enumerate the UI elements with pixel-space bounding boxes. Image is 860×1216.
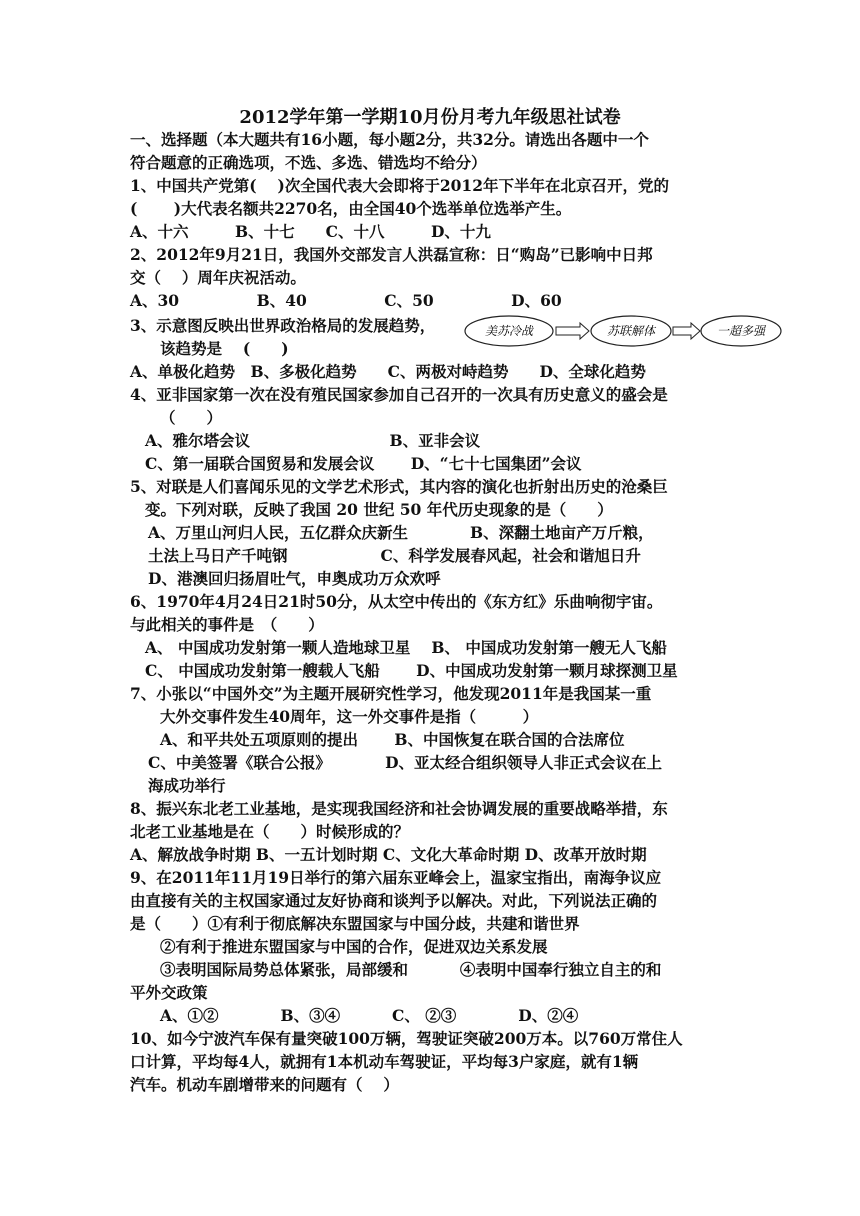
- q1-stem-2: ( )大代表名额共2270名，由全国40个选举单位选举产生。: [130, 199, 572, 218]
- q3-stem-1: 3、示意图反映出世界政治格局的发展趋势，: [130, 316, 436, 335]
- q7-stem-2: 大外交事件发生40周年，这一外交事件是指（ ）: [160, 707, 539, 726]
- q5-stem-1: 5、对联是人们喜闻乐见的文学艺术形式，其内容的演化也折射出历史的沧桑巨: [130, 477, 668, 496]
- q4-stem-2: （ ）: [160, 408, 223, 427]
- exam-title: 2012学年第一学期10月份月考九年级思社试卷: [239, 107, 621, 128]
- q9-stem-5: ③表明国际局势总体紧张，局部缓和 ④表明中国奉行独立自主的和: [160, 960, 662, 979]
- q9-stem-1: 9、在2011年11月19日举行的第六届东亚峰会上，温家宝指出，南海争议应: [130, 868, 662, 887]
- q9-stem-4: ②有利于推进东盟国家与中国的合作，促进双边关系发展: [160, 937, 548, 956]
- diagram-node-3-label: 一超多强: [716, 324, 766, 338]
- q10-stem-1: 10、如今宁波汽车保有量突破100万辆，驾驶证突破200万本。以760万常住人: [130, 1029, 683, 1048]
- q8-stem-2: 北老工业基地是在（ ）时候形成的？: [130, 822, 410, 841]
- q2-stem-1: 2、2012年9月21日，我国外交部发言人洪磊宣称：日“购岛”已影响中日邦: [130, 245, 653, 264]
- q9-stem-6: 平外交政策: [130, 983, 208, 1002]
- q9-stem-2: 由直接有关的主权国家通过友好协商和谈判予以解决。对此，下列说法正确的: [130, 891, 658, 910]
- q2-options: A、30 B、40 C、50 D、60: [130, 291, 562, 310]
- q6-options-1: A、 中国成功发射第一颗人造地球卫星 B、 中国成功发射第一艘无人飞船: [145, 638, 667, 657]
- section-heading-2: 符合题意的正确选项，不选、多选、错选均不给分）: [130, 153, 487, 172]
- q3-options: A、单极化趋势 B、多极化趋势 C、两极对峙趋势 D、全球化趋势: [130, 362, 646, 381]
- q4-options-1: A、雅尔塔会议 B、亚非会议: [145, 431, 481, 450]
- q5-stem-2: 变。下列对联，反映了我国 20 世纪 50 年代历史现象的是（ ）: [145, 500, 613, 519]
- q8-stem-1: 8、振兴东北老工业基地，是实现我国经济和社会协调发展的重要战略举措，东: [130, 799, 668, 818]
- q3-stem-2: 该趋势是 ( ): [160, 339, 289, 358]
- q10-stem-2: 口计算，平均每4人，就拥有1本机动车驾驶证，平均每3户家庭，就有1辆: [130, 1052, 639, 1071]
- q6-options-2: C、 中国成功发射第一艘载人飞船 D、中国成功发射第一颗月球探测卫星: [145, 661, 678, 680]
- q6-stem-2: 与此相关的事件是 （ ）: [130, 615, 324, 634]
- section-heading-1: 一、选择题（本大题共有16小题，每小题2分，共32分。请选出各题中一个: [130, 130, 649, 149]
- arrow-2-icon: [673, 323, 700, 339]
- q7-options-3: 海成功举行: [148, 776, 226, 795]
- q1-options: A、十六 B、十七 C、十八 D、十九: [130, 222, 491, 241]
- q4-options-2: C、第一届联合国贸易和发展会议 D、“七十七国集团”会议: [145, 454, 582, 473]
- diagram-node-2-label: 苏联解体: [606, 324, 656, 338]
- q4-stem-1: 4、亚非国家第一次在没有殖民国家参加自己召开的一次具有历史意义的盛会是: [130, 385, 668, 404]
- q2-stem-2: 交（ ）周年庆祝活动。: [130, 268, 306, 287]
- q9-options: A、①② B、③④ C、 ②③ D、②④: [160, 1006, 579, 1025]
- q7-options-1: A、和平共处五项原则的提出 B、中国恢复在联合国的合法席位: [160, 730, 625, 749]
- q6-stem-1: 6、1970年4月24日21时50分，从太空中传出的《东方红》乐曲响彻宇宙。: [130, 592, 663, 611]
- diagram-node-1-label: 美苏冷战: [484, 324, 534, 338]
- q5-options-1: A、万里山河归人民，五亿群众庆新生 B、深翻土地亩产万斤粮，: [148, 523, 654, 542]
- q8-options: A、解放战争时期 B、一五计划时期 C、文化大革命时期 D、改革开放时期: [130, 845, 647, 864]
- q10-stem-3: 汽车。机动车剧增带来的问题有（ ）: [130, 1075, 399, 1094]
- q5-options-2: 土法上马日产千吨钢 C、科学发展春风起，社会和谐旭日升: [148, 546, 641, 565]
- q7-stem-1: 7、小张以“中国外交”为主题开展研究性学习，他发现2011年是我国某一重: [130, 684, 652, 703]
- q9-stem-3: 是（ ）①有利于彻底解决东盟国家与中国分歧，共建和谐世界: [130, 914, 580, 933]
- arrow-1-icon: [556, 323, 589, 339]
- q5-options-3: D、港澳回归扬眉吐气，申奥成功万众欢呼: [148, 569, 441, 588]
- q7-options-2: C、中美签署《联合公报》 D、亚太经合组织领导人非正式会议在上: [148, 753, 663, 772]
- q1-stem-1: 1、中国共产党第( )次全国代表大会即将于2012年下半年在北京召开，党的: [130, 176, 669, 195]
